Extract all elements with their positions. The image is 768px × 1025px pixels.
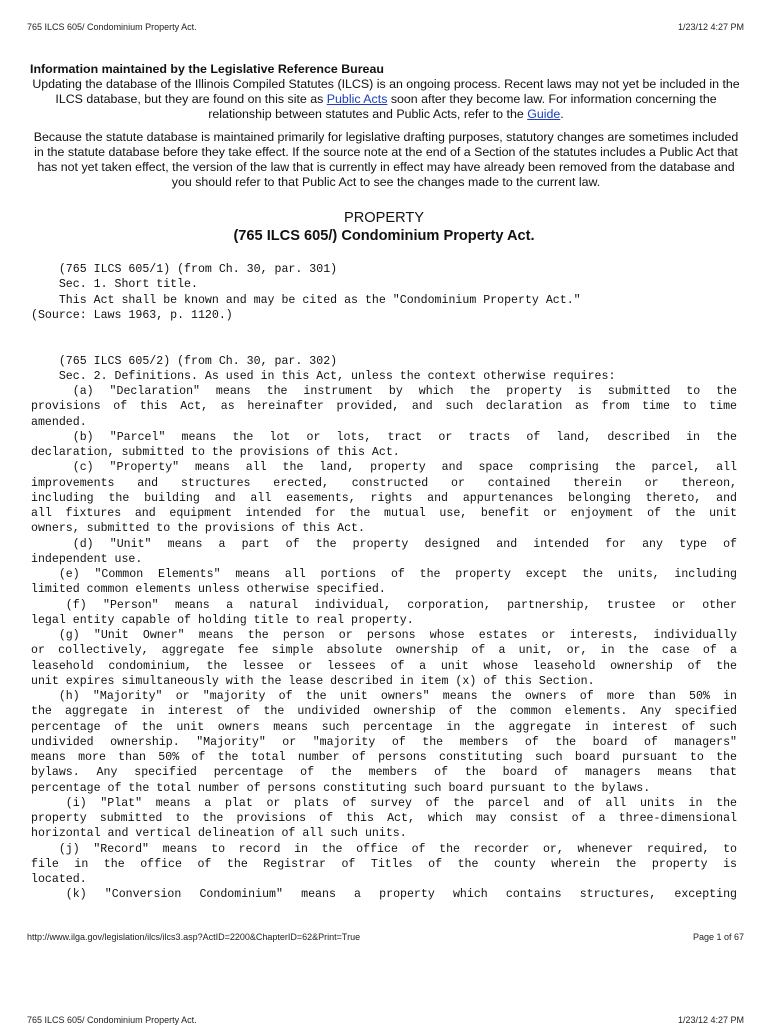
- statute-line: (e) "Common Elements" means all portions of the property except the units, including: [58, 568, 737, 581]
- statute-line: all fixtures and equipment intended for the mutual use, benefit or enjoyment of the unit: [31, 507, 737, 520]
- statute-line: [31, 338, 737, 353]
- print-header-title: 765 ILCS 605/ Condominium Property Act.: [27, 22, 197, 32]
- statute-line: (d) "Unit" means a part of the property designed and intended for any type of: [72, 537, 737, 551]
- statute-line: improvements and structures erected, constructed or contained therein or thereon,: [31, 476, 737, 490]
- statute-line: owners, submitted to the provisions of this Act.: [31, 522, 365, 536]
- statute-line: provisions of this Act, as hereinafter provided, and such declaration as from time to time: [31, 400, 737, 414]
- statute-line: bylaws. Any specified percentage of the members of the board of managers means that: [31, 766, 737, 780]
- statute-line: (Source: Laws 1963, p. 1120.): [31, 308, 233, 322]
- statute-line: (k) "Conversion Condominium" means a property which contains structures, excepting: [65, 888, 737, 902]
- statute-line: percentage of the unit owners means such percentage in the aggregate in interest of such: [31, 720, 737, 734]
- next-page-header-datetime: 1/23/12 4:27 PM: [677, 1015, 744, 1025]
- statute-line: including the building and all easements, rights and appurtenances belonging thereto, and: [31, 491, 737, 505]
- statute-line: leasehold condominium, the lessee or lessees of a unit whose leasehold ownership of the: [31, 659, 737, 673]
- statute-line: file in the office of the Registrar of Titles of the county wherein the property is: [31, 857, 737, 871]
- public-acts-link[interactable]: Public Acts: [326, 92, 388, 106]
- print-footer-url: http://www.ilga.gov/legislation/ilcs/ilcs3.asp?ActID=2200&ChapterID=62&Print=True: [27, 932, 361, 942]
- statute-line: independent use.: [31, 552, 143, 566]
- statute-line: (f) "Person" means a natural individual, corporation, partnership, trustee or other: [65, 598, 737, 612]
- statute-line: (c) "Property" means all the land, property and space comprising the parcel, all: [72, 461, 737, 475]
- statute-line: This Act shall be known and may be cited as the "Condominium Property Act.": [31, 293, 581, 307]
- statute-line: Sec. 1. Short title.: [31, 278, 198, 292]
- print-footer-page: Page 1 of 67: [692, 932, 744, 942]
- statute-line: (b) "Parcel" means the lot or lots, tract or tracts of land, described in the: [72, 430, 737, 444]
- statute-line: (765 ILCS 605/1) (from Ch. 30, par. 301): [31, 263, 338, 276]
- statute-line: Sec. 2. Definitions. As used in this Act, unless the context otherwise requires:: [31, 369, 616, 383]
- act-title: (765 ILCS 605/) Condominium Property Act.: [233, 228, 535, 244]
- notice-title: Information maintained by the Legislative Reference Bureau: [30, 62, 384, 76]
- act-title-block: [0, 209, 768, 245]
- statute-line: (765 ILCS 605/2) (from Ch. 30, par. 302): [31, 354, 338, 368]
- statute-line: [31, 323, 737, 338]
- lrb-notice: [30, 62, 742, 190]
- statute-line: (j) "Record" means to record in the office of the recorder or, whenever required, to: [58, 842, 737, 856]
- guide-link[interactable]: Guide: [527, 107, 561, 121]
- print-header-datetime: 1/23/12 4:27 PM: [677, 22, 744, 32]
- statute-line: means more than 50% of the total number of persons constituting such board pursuant to the: [31, 751, 737, 764]
- statute-line: located.: [31, 873, 87, 886]
- statute-line: (a) "Declaration" means the instrument by which the property is submitted to the: [72, 385, 737, 398]
- statute-line: limited common elements unless otherwise specified.: [31, 583, 386, 597]
- statute-line: undivided ownership. "Majority" or "majority of the members of the board of managers": [31, 735, 737, 749]
- statute-text: [31, 262, 737, 903]
- statute-line: or collectively, aggregate fee simple absolute ownership of a unit, or, in the case of a: [31, 644, 737, 658]
- statute-line: declaration, submitted to the provisions of this Act.: [31, 446, 400, 459]
- statute-line: horizontal and vertical delineation of all such units.: [31, 827, 407, 841]
- notice-paragraph-2: Because the statute database is maintained primarily for legislative drafting purposes, statutory changes are sometimes included in the statute database before they take effect. If the source note at the end of a Section of the statutes includes a Public Act that has not yet taken effect, the version of the law that is currently in effect may have already been removed from the database and you should refer to that Public Act to see the changes made to the current law.: [33, 130, 739, 189]
- statute-line: the aggregate in interest of the undivided ownership of the common elements. Any specified: [31, 705, 737, 719]
- act-heading: PROPERTY: [343, 210, 425, 226]
- statute-line: amended.: [31, 415, 87, 429]
- statute-line: legal entity capable of holding title to real property.: [31, 613, 414, 627]
- statute-line: (h) "Majority" or "majority of the unit owners" means the owners of more than 50% in: [58, 690, 737, 703]
- notice-paragraph-1: Updating the database of the Illinois Compiled Statutes (ILCS) is an ongoing process. Recent laws may not yet be included in the ILCS database, but they are found on this site as Public Acts soon after they become law. For information concerning the relationship between statutes and Public Acts, refer to the Guide.: [32, 77, 740, 121]
- statute-line: property submitted to the provisions of this Act, which may consist of a three-dimensional: [31, 812, 737, 825]
- statute-line: percentage of the total number of persons constituting such board pursuant to the bylaws.: [31, 781, 651, 795]
- statute-line: unit expires simultaneously with the lease described in item (x) of this Section.: [31, 674, 595, 688]
- statute-line: (i) "Plat" means a plat or plats of survey of the parcel and of all units in the: [65, 796, 737, 810]
- next-page-header-title: 765 ILCS 605/ Condominium Property Act.: [27, 1015, 197, 1025]
- statute-line: (g) "Unit Owner" means the person or persons whose estates or interests, individually: [58, 629, 737, 642]
